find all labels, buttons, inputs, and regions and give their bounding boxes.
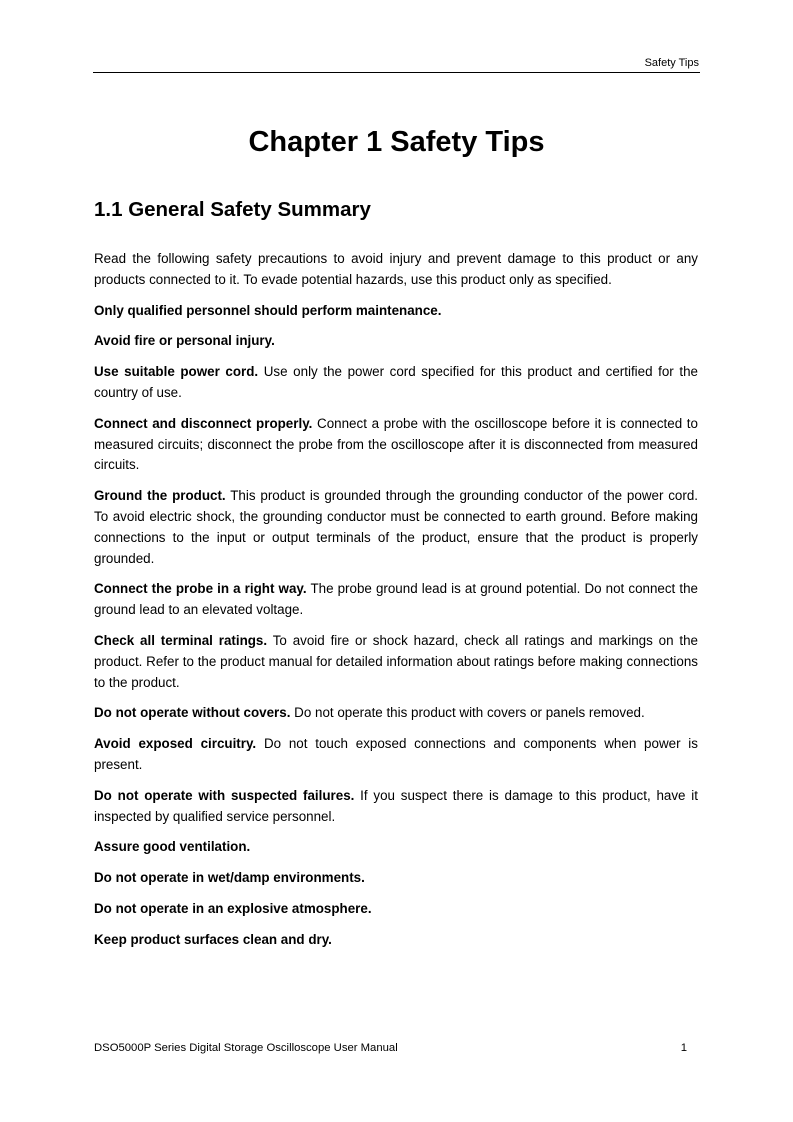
safety-item-lead: Do not operate with suspected failures. — [94, 787, 355, 803]
safety-item-lead: Avoid fire or personal injury. — [94, 333, 275, 349]
safety-item — [94, 331, 698, 352]
running-title: Safety Tips — [644, 57, 699, 69]
section-title: 1.1 General Safety Summary — [94, 198, 371, 221]
safety-item — [94, 899, 698, 920]
intro-paragraph — [94, 249, 698, 291]
chapter-title: Chapter 1 Safety Tips — [248, 126, 545, 158]
safety-item — [94, 837, 698, 858]
safety-item-lead: Connect the probe in a right way. — [94, 581, 307, 597]
safety-item-lead: Only qualified personnel should perform maintenance. — [94, 302, 442, 318]
safety-item-lead: Assure good ventilation. — [94, 839, 251, 855]
paragraph-text: Read the following safety precautions to avoid injury and prevent damage to this product or any products connected to it. To evade potential hazards, use this product only as specified. — [94, 251, 698, 287]
safety-item-lead: Keep product surfaces clean and dry. — [94, 931, 332, 947]
safety-item-text: Use only the power cord specified for this product and certified for the country of use. — [94, 364, 698, 400]
safety-item — [94, 362, 698, 404]
safety-item — [94, 631, 698, 693]
safety-item-lead: Ground the product. — [94, 488, 226, 504]
safety-item-text: Do not touch exposed connections and components when power is present. — [94, 736, 698, 772]
safety-item — [94, 868, 698, 889]
safety-item-lead: Connect and disconnect properly. — [94, 415, 313, 431]
safety-item — [94, 414, 698, 476]
safety-item — [94, 734, 698, 776]
safety-item-lead: Do not operate in wet/damp environments. — [94, 870, 365, 886]
safety-item-text: To avoid fire or shock hazard, check all ratings and markings on the product. Refer to the product manual for detailed information about ratings before making connections to the product. — [94, 632, 698, 690]
safety-item-lead: Check all terminal ratings. — [94, 632, 268, 648]
safety-item — [94, 301, 698, 322]
safety-item — [94, 703, 698, 724]
safety-item — [94, 486, 698, 569]
manual-title: DSO5000P Series Digital Storage Oscilloscope User Manual — [94, 1042, 398, 1054]
safety-item-text: If you suspect there is damage to this product, have it inspected by qualified service personnel. — [94, 787, 698, 824]
safety-item-text: The probe ground lead is at ground potential. Do not connect the ground lead to an elevated voltage. — [94, 581, 698, 618]
safety-item — [94, 930, 698, 951]
safety-item-lead: Do not operate without covers. — [94, 705, 291, 721]
safety-item-lead: Do not operate in an explosive atmosphere. — [94, 900, 372, 916]
page-header — [93, 56, 700, 73]
safety-item — [94, 579, 698, 621]
page-number: 1 — [680, 1042, 687, 1054]
safety-item-text: Do not operate this product with covers or panels removed. — [294, 705, 645, 721]
safety-item-text: Connect a probe with the oscilloscope before it is connected to measured circuits; disconnect the probe from the oscilloscope after it is disconnected from measured circuits. — [94, 415, 698, 473]
safety-item-text: This product is grounded through the grounding conductor of the power cord. To avoid electric shock, the grounding conductor must be connected to earth ground. Before making connections to the input or output terminals of the product, ensure that the product is properly grounded. — [94, 488, 698, 566]
safety-item-lead: Use suitable power cord. — [94, 364, 259, 380]
safety-item-lead: Avoid exposed circuitry. — [94, 736, 257, 752]
safety-item — [94, 786, 698, 828]
safety-summary-body — [94, 249, 698, 961]
